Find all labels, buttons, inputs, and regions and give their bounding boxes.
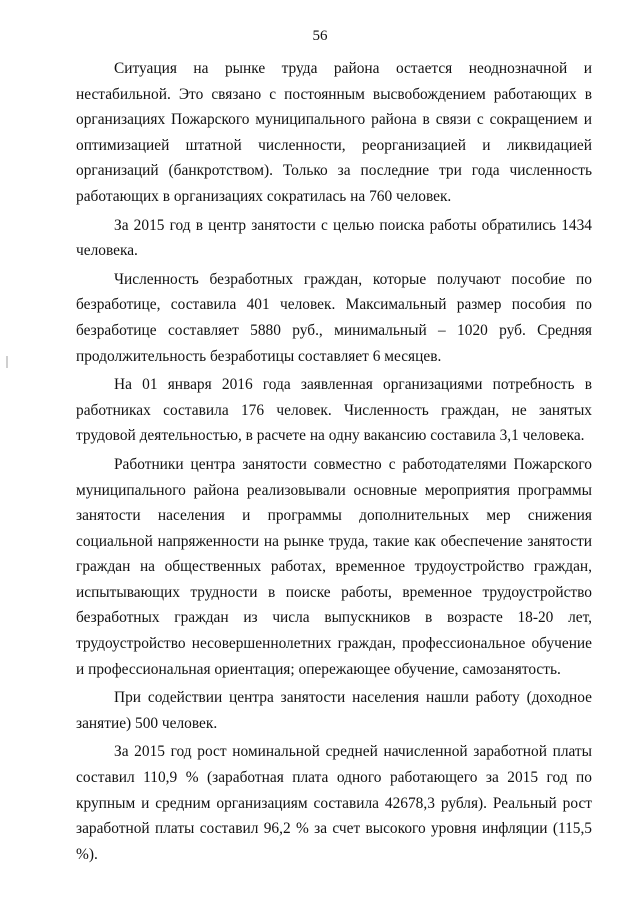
paragraph-employment-programs: Работники центра занятости совместно с работодателями Пожарского муниципального района реализовывали основные мероприятия программы занятости населения и программы дополнительных мер снижения социальной напряженности на рынке труда, такие как обеспечение занятости граждан на общественных работах, временное трудоустройство граждан, испытывающих трудности в поиске работы, временное трудоустройство безработных граждан из числа выпускников в возрасте 18-20 лет, трудоустройство несовершеннолетних граждан, профессиональное обучение и профессиональная ориентация; опережающее обучение, самозанятость. [76, 455, 592, 678]
paragraph-unemployment-benefits: Численность безработных граждан, которые получают пособие по безработице, составила 401 человек. Максимальный размер пособия по безработице составляет 5880 руб., минимальный – 1020 руб. Средняя продолжительность безработицы составляет 6 месяцев. [76, 270, 592, 365]
page-number: 56 [312, 28, 328, 44]
paragraph-labor-market: Ситуация на рынке труда района остается неоднозначной и нестабильной. Это связано с постоянным высвобождением работающих в организациях Пожарского муниципального района в связи с сокращением и оптимизацией штатной численности, реорганизацией и ликвидацией организаций (банкротством). Только за последние три года численность работающих в организациях сократилась на 760 человек. [76, 60, 592, 205]
paragraph-wages: За 2015 год рост номинальной средней начисленной заработной платы составил 110,9 % (заработная плата одного работающего за 2015 год по крупным и средним организациям составила 42678,3 рубля). Реальный рост заработной платы составил 96,2 % за счет высокого уровня инфляции (115,5 %). [76, 743, 592, 863]
margin-mark [6, 356, 8, 368]
paragraph-job-seekers: За 2015 год в центр занятости с целью поиска работы обратились 1434 человека. [76, 216, 592, 260]
document-body [76, 56, 592, 870]
paragraph-vacancies: На 01 января 2016 года заявленная организациями потребность в работниках составила 176 человек. Численность граждан, не занятых трудовой деятельностью, в расчете на одну вакансию составила 3,1 человека. [76, 376, 592, 445]
paragraph-found-work: При содействии центра занятости населения нашли работу (доходное занятие) 500 человек. [76, 689, 592, 732]
